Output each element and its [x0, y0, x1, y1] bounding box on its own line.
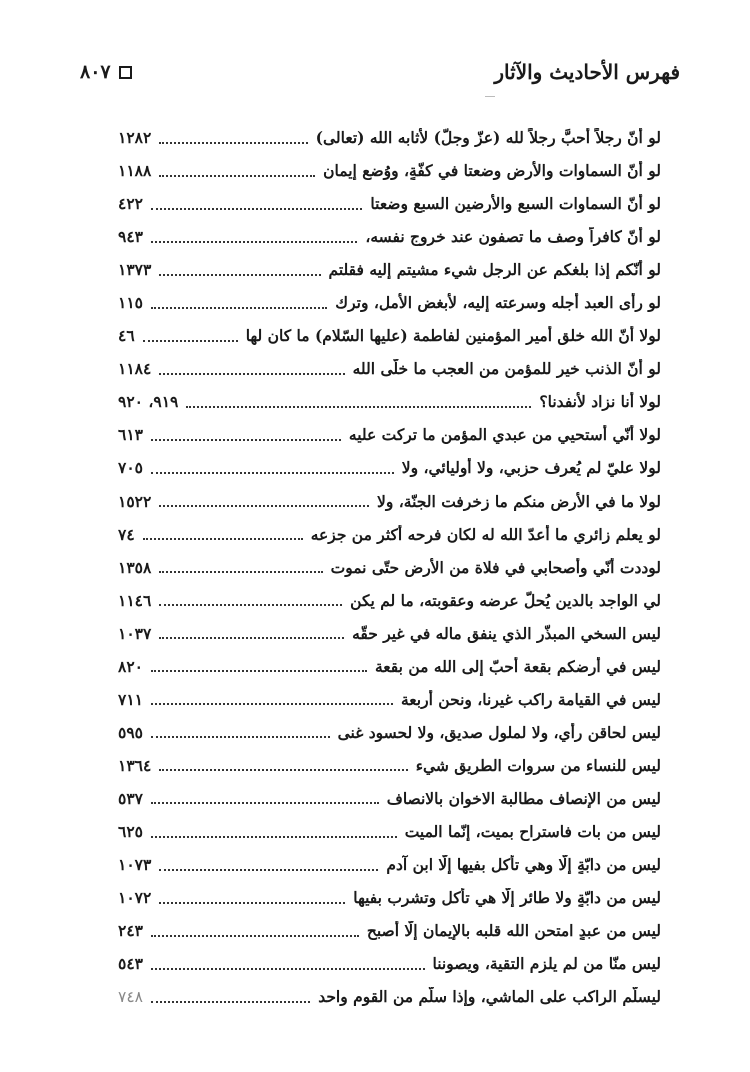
- entry-page-number: ٩١٩، ٩٢٠: [118, 392, 179, 412]
- entry-text: لو أنّ السماوات والأرض وضعتا في كفّةٍ، ووُضع إيمان: [323, 161, 661, 181]
- dot-leader: [151, 836, 397, 838]
- dot-leader: [151, 736, 330, 738]
- index-entry: [118, 815, 661, 848]
- index-entry: [118, 617, 661, 650]
- entry-text: لو يعلم زائري ما أعدّ الله له لكان فرحه أكثر من جزعه: [310, 524, 661, 544]
- index-entry: [118, 418, 661, 451]
- entry-page-number: ٥٩٥: [118, 722, 143, 742]
- dot-leader: [159, 869, 378, 871]
- index-entry: [118, 352, 661, 385]
- dot-leader: [151, 208, 362, 210]
- entry-text: لولا أنّي أستحيي من عبدي المؤمن ما تركت عليه: [348, 425, 661, 445]
- entry-page-number: ٧٠٥: [118, 458, 143, 478]
- index-list: [118, 121, 661, 1013]
- entry-text: ليس في أرضكم بقعة أحبّ إلى الله من بقعة: [374, 656, 661, 676]
- dot-leader: [159, 142, 307, 144]
- dot-leader: [151, 935, 359, 937]
- dot-leader: [159, 604, 342, 606]
- index-entry: [118, 451, 661, 484]
- entry-text: لولا عليّ لم يُعرف حزبي، ولا أوليائي، ولا: [401, 458, 661, 478]
- entry-text: لو أنّ رجلاً أحبَّ رجلاً لله (عزّ وجلّ) لأثابه الله (تعالى): [315, 128, 661, 148]
- entry-text: ليس السخي المبذّر الذي ينفق ماله في غير حقّه: [352, 623, 661, 643]
- dot-leader: [151, 968, 425, 970]
- square-marker-icon: [119, 66, 132, 79]
- entry-page-number: ٧٤: [118, 524, 135, 544]
- entry-page-number: ٦١٣: [118, 425, 143, 445]
- entry-text: ليسلّم الراكب على الماشي، وإذا سلّم من القوم واحد: [318, 987, 661, 1007]
- entry-page-number: ١٠٧٢: [118, 888, 152, 908]
- dot-leader: [159, 274, 320, 276]
- index-entry: [118, 121, 661, 154]
- entry-page-number: ١٥٢٢: [118, 491, 152, 511]
- entry-page-number: ١٠٣٧: [118, 623, 152, 643]
- entry-page-number: ١٣٦٤: [118, 755, 152, 775]
- index-entry: [118, 848, 661, 881]
- dot-leader: [186, 406, 531, 408]
- entry-text: ليس من دابّةٍ ولا طائر إلّا هي تأكل وتشرب بفيها: [353, 888, 661, 908]
- entry-text: لو رأى العبد أجله وسرعته إليه، لأبغض الأمل، وترك: [335, 293, 661, 313]
- dot-leader: [151, 703, 393, 705]
- index-entry: [118, 947, 661, 980]
- index-entry: [118, 485, 661, 518]
- entry-page-number: ١١٤٦: [118, 590, 152, 610]
- entry-page-number: ٢٤٣: [118, 921, 143, 941]
- index-entry: [118, 782, 661, 815]
- entry-text: ليس من دابّةٍ إلّا وهي تأكل بفيها إلّا ابن آدم: [386, 855, 661, 875]
- entry-page-number: ١١٨٨: [118, 161, 152, 181]
- dot-leader: [151, 1001, 310, 1003]
- page-header: [80, 52, 680, 92]
- entry-page-number: ١٣٥٨: [118, 557, 152, 577]
- entry-text: لو أنّ الذنب خير للمؤمن من العجب ما خلّى الله: [352, 359, 661, 379]
- entry-text: لولا ما في الأرض منكم ما زخرفت الجنّة، ولا: [377, 491, 661, 511]
- entry-page-number: ١١٥: [118, 293, 143, 313]
- entry-text: ليس للنساء من سروات الطريق شيء: [415, 755, 661, 775]
- entry-text: لي الواجد بالدين يُحلّ عرضه وعقوبته، ما لم يكن: [350, 590, 661, 610]
- entry-page-number: ١١٨٤: [118, 359, 152, 379]
- dot-leader: [159, 769, 407, 771]
- entry-text: ليس من عبدٍ امتحن الله قلبه بالإيمان إلّا أصبح: [366, 921, 661, 941]
- entry-page-number: ١٣٧٣: [118, 260, 152, 280]
- index-entry: [118, 220, 661, 253]
- entry-page-number: ٥٣٧: [118, 788, 143, 808]
- index-entry: [118, 187, 661, 220]
- dot-leader: [159, 571, 322, 573]
- dot-leader: [151, 439, 341, 441]
- entry-page-number: ٧١١: [118, 689, 143, 709]
- entry-page-number: ٦٢٥: [118, 822, 143, 841]
- entry-text: لو أنّ كافراً وصف ما تصفون عند خروج نفسه،: [365, 227, 661, 247]
- dot-leader: [159, 637, 344, 639]
- index-entry: [118, 749, 661, 782]
- entry-text: لولا أنّ الله خلق أمير المؤمنين لفاطمة (عليها السّلام) ما كان لها: [245, 326, 661, 346]
- entry-page-number: ٧٤٨: [118, 987, 143, 1006]
- index-entry: [118, 683, 661, 716]
- index-entry: [118, 980, 661, 1013]
- entry-text: لو أنّكم إذا بلغكم عن الرجل شيء مشيتم إليه فقلتم: [328, 260, 661, 280]
- entry-page-number: ٤٦: [118, 326, 135, 346]
- dot-leader: [143, 340, 238, 342]
- dot-leader: [151, 241, 357, 243]
- index-entry: [118, 914, 661, 947]
- page-title: فهرس الأحاديث والآثار: [494, 60, 680, 84]
- entry-page-number: ٤٢٢: [118, 194, 143, 214]
- entry-text: ليس من بات فاستراح بميت، إنّما الميت: [404, 822, 661, 841]
- index-entry: [118, 319, 661, 352]
- index-entry: [118, 650, 661, 683]
- entry-text: لو أنّ السماوات السبع والأرضين السبع وضعتا: [370, 194, 661, 214]
- entry-page-number: ٥٤٣: [118, 954, 143, 974]
- entry-text: لولا أنا نزاد لأنفدنا؟: [539, 392, 661, 412]
- index-entry: [118, 551, 661, 584]
- entry-text: لوددت أنّي وأصحابي في فلاة من الأرض حتّى نموت: [330, 557, 661, 577]
- index-entry: [118, 385, 661, 418]
- entry-page-number: ٩٤٣: [118, 227, 143, 247]
- page-number-group: [80, 61, 132, 83]
- dot-leader: [151, 670, 367, 672]
- header-rule: [485, 96, 495, 97]
- entry-text: ليس من الإنصاف مطالبة الاخوان بالانصاف: [386, 788, 661, 808]
- entry-text: ليس لحاقن رأي، ولا لملول صديق، ولا لحسود غنى: [337, 722, 661, 742]
- index-entry: [118, 286, 661, 319]
- index-entry: [118, 716, 661, 749]
- entry-page-number: ٨٢٠: [118, 656, 143, 676]
- index-entry: [118, 584, 661, 617]
- dot-leader: [151, 307, 327, 309]
- dot-leader: [151, 472, 394, 474]
- index-entry: [118, 518, 661, 551]
- dot-leader: [159, 505, 369, 507]
- page-number: ٨٠٧: [80, 61, 111, 83]
- dot-leader: [151, 802, 379, 804]
- dot-leader: [143, 538, 303, 540]
- entry-text: ليس في القيامة راكب غيرنا، ونحن أربعة: [400, 689, 661, 709]
- entry-page-number: ١٠٧٣: [118, 855, 152, 875]
- dot-leader: [159, 902, 345, 904]
- index-entry: [118, 881, 661, 914]
- dot-leader: [159, 175, 315, 177]
- entry-page-number: ١٢٨٢: [118, 128, 152, 148]
- entry-text: ليس منّا من لم يلزم التقية، ويصوننا: [432, 954, 661, 974]
- index-entry: [118, 154, 661, 187]
- dot-leader: [159, 373, 344, 375]
- index-entry: [118, 253, 661, 286]
